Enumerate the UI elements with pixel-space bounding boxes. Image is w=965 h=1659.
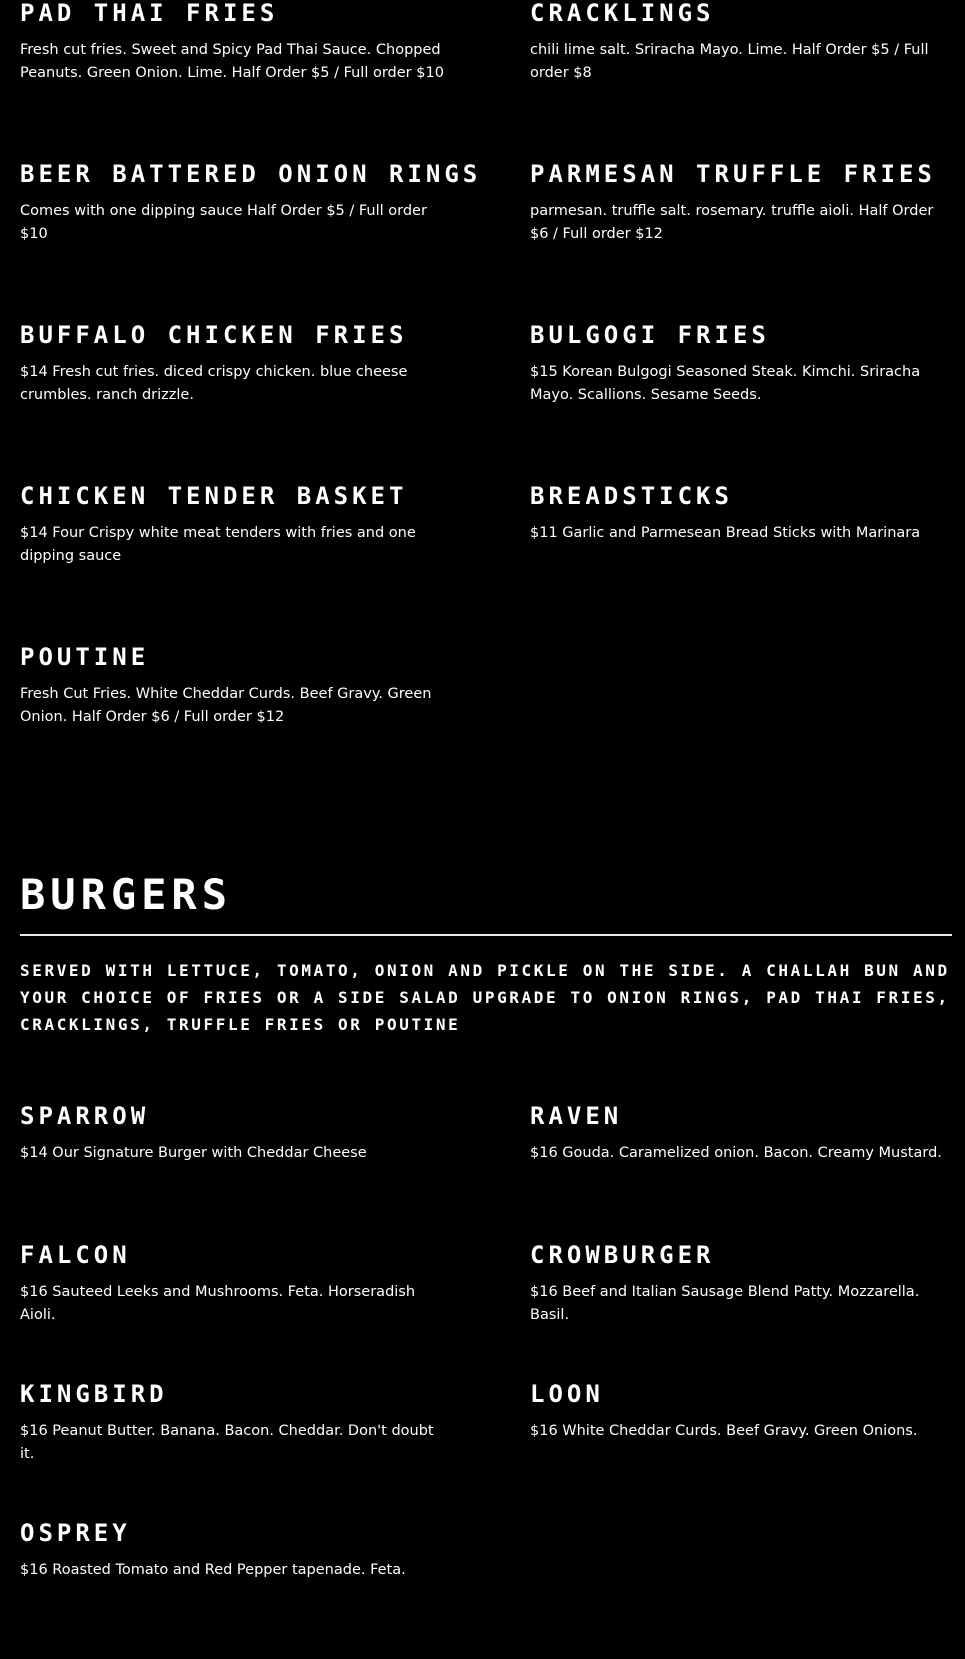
menu-item xyxy=(20,483,530,644)
menu-item-title: POUTINE xyxy=(20,643,150,671)
menu-item-description: $11 Garlic and Parmesean Bread Sticks with Marinara xyxy=(530,525,921,541)
menu-item xyxy=(530,0,960,161)
menu-item-description: $16 Beef and Italian Sausage Blend Patty. Mozzarella. Basil. xyxy=(530,1284,920,1323)
menu-item xyxy=(530,322,960,483)
menu-item-title: KINGBIRD xyxy=(20,1380,168,1408)
sides-menu-grid xyxy=(20,0,960,805)
menu-item-title: BUFFALO CHICKEN FRIES xyxy=(20,321,408,349)
menu-item-description: $14 Our Signature Burger with Cheddar Cheese xyxy=(20,1145,367,1161)
menu-item-title: OSPREY xyxy=(20,1519,131,1547)
menu-item xyxy=(20,322,530,483)
section-title: BURGERS xyxy=(20,870,233,919)
menu-item-title: CROWBURGER xyxy=(530,1241,715,1269)
menu-item-title: BULGOGI FRIES xyxy=(530,321,770,349)
menu-item-description: $14 Four Crispy white meat tenders with fries and one dipping sauce xyxy=(20,525,416,564)
menu-item-description: Fresh cut fries. Sweet and Spicy Pad Thai Sauce. Chopped Peanuts. Green Onion. Lime. Half Order $5 / Full order $10 xyxy=(20,42,444,81)
menu-item xyxy=(20,1103,530,1242)
menu-item xyxy=(530,1242,960,1381)
menu-item-description: parmesan. truffle salt. rosemary. truffle aioli. Half Order $6 / Full order $12 xyxy=(530,203,934,242)
menu-item-description: $16 Roasted Tomato and Red Pepper tapenade. Feta. xyxy=(20,1562,406,1578)
menu-item xyxy=(20,644,530,805)
menu-item xyxy=(20,161,530,322)
menu-item xyxy=(530,483,960,644)
menu-item-description: chili lime salt. Sriracha Mayo. Lime. Half Order $5 / Full order $8 xyxy=(530,42,929,81)
menu-item xyxy=(20,0,530,161)
menu-item-description: $16 Peanut Butter. Banana. Bacon. Cheddar. Don't doubt it. xyxy=(20,1423,434,1462)
section-note: SERVED WITH LETTUCE, TOMATO, ONION AND PICKLE ON THE SIDE. A CHALLAH BUN AND YOUR CHOICE OF FRIES OR A SIDE SALAD UPGRADE TO ONION RINGS, PAD THAI FRIES, CRACKLINGS, TRUFFLE FRIES OR POUTINE xyxy=(20,961,950,1034)
section-divider xyxy=(20,934,952,936)
menu-item-description: $16 Gouda. Caramelized onion. Bacon. Creamy Mustard. xyxy=(530,1145,942,1161)
menu-item-title: LOON xyxy=(530,1380,604,1408)
menu-item-description: $15 Korean Bulgogi Seasoned Steak. Kimchi. Sriracha Mayo. Scallions. Sesame Seeds. xyxy=(530,364,921,403)
menu-item-title: SPARROW xyxy=(20,1102,150,1130)
menu-item-title: CRACKLINGS xyxy=(530,0,715,27)
menu-item xyxy=(530,1103,960,1242)
menu-item xyxy=(20,1242,530,1381)
menu-item-description: Comes with one dipping sauce Half Order $5 / Full order $10 xyxy=(20,203,427,242)
menu-item-title: BREADSTICKS xyxy=(530,482,733,510)
menu-item-description: $14 Fresh cut fries. diced crispy chicken. blue cheese crumbles. ranch drizzle. xyxy=(20,364,408,403)
menu-item-title: PARMESAN TRUFFLE FRIES xyxy=(530,160,936,188)
menu-item-title: FALCON xyxy=(20,1241,131,1269)
menu-item-description: $16 Sauteed Leeks and Mushrooms. Feta. Horseradish Aioli. xyxy=(20,1284,416,1323)
menu-item-title: RAVEN xyxy=(530,1102,623,1130)
burgers-menu-grid xyxy=(20,1103,960,1659)
menu-item-title: CHICKEN TENDER BASKET xyxy=(20,482,408,510)
menu-item-description: $16 White Cheddar Curds. Beef Gravy. Green Onions. xyxy=(530,1423,918,1439)
menu-item xyxy=(20,1381,530,1520)
menu-item xyxy=(20,1520,530,1659)
menu-item xyxy=(530,161,960,322)
menu-item-description: Fresh Cut Fries. White Cheddar Curds. Beef Gravy. Green Onion. Half Order $6 / Full order $12 xyxy=(20,686,432,725)
menu-item-title: BEER BATTERED ONION RINGS xyxy=(20,160,482,188)
menu-item xyxy=(530,1381,960,1520)
menu-item-title: PAD THAI FRIES xyxy=(20,0,279,27)
